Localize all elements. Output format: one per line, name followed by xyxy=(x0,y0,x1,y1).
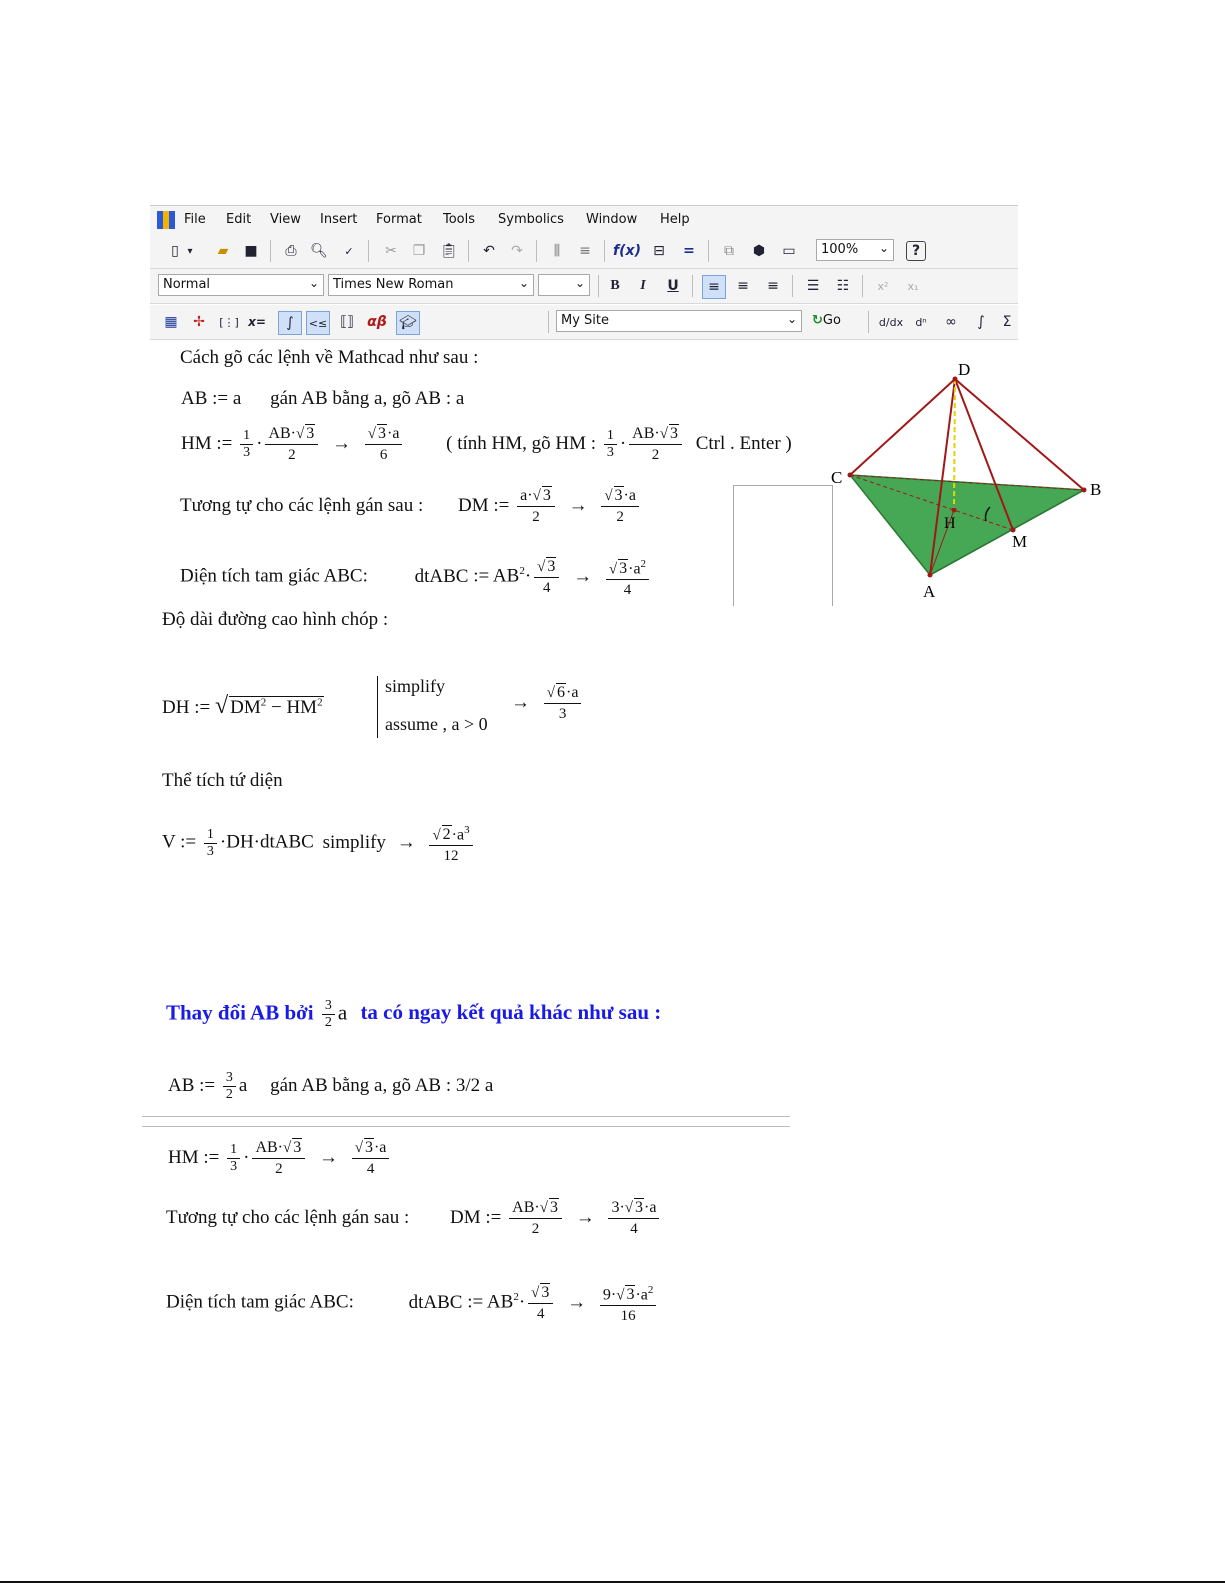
arrow-icon: → xyxy=(573,565,593,587)
similar-label: Tương tự cho các lệnh gán sau : xyxy=(180,494,424,516)
separator xyxy=(270,240,271,262)
separator xyxy=(536,240,537,262)
new-icon[interactable]: ▯ xyxy=(171,243,179,259)
label-d: D xyxy=(958,360,971,379)
fraction-sqrt3-over-4: $\frac{√ 3}{4}$ xyxy=(534,557,559,598)
chevron-down-icon: ⌄ xyxy=(308,276,319,290)
label-b: B xyxy=(1090,480,1102,499)
arrow-icon: → xyxy=(396,831,416,853)
page-divider xyxy=(142,1116,790,1117)
intro-text: Cách gõ các lệnh về Mathcad như sau : xyxy=(180,347,479,368)
dm-var: DM xyxy=(458,494,489,516)
superscript-icon[interactable]: x² xyxy=(877,279,889,293)
height-title: Độ dài đường cao hình chóp : xyxy=(162,609,389,630)
chevron-down-icon: ⌄ xyxy=(878,241,889,255)
zoom-value: 100% xyxy=(821,242,859,257)
similar2-text: Tương tự cho các lệnh gán sau : DM := $\frac{AB\cdot√ 3}{2}$ → $\frac{3\cdot√ 3\cdot a}{4}$ xyxy=(166,1198,662,1239)
fraction-sqrt3-over-4: $\frac{√ 3}{4}$ xyxy=(528,1283,553,1324)
arrow-icon: → xyxy=(568,494,588,516)
change-heading: Thay đổi AB bởi $\frac{3}{2}$ a ta có ngay kết quả khác như sau : xyxy=(166,998,662,1030)
area-var: dtABC xyxy=(414,565,469,587)
new-dropdown-icon[interactable]: ▾ xyxy=(187,245,193,257)
separator xyxy=(868,311,869,333)
align-down-icon[interactable]: ≡ xyxy=(579,243,591,259)
summation-icon[interactable]: Σ xyxy=(1002,314,1012,330)
italic-button[interactable]: I xyxy=(640,278,646,293)
nth-derivative-icon[interactable]: dⁿ xyxy=(915,315,927,329)
label-h: H xyxy=(944,515,956,532)
save-icon[interactable]: ■ xyxy=(244,243,258,259)
help-icon[interactable]: ? xyxy=(906,241,926,261)
numbering-icon[interactable]: ☷ xyxy=(836,278,850,294)
align-right-icon[interactable]: ≡ xyxy=(767,278,779,294)
area-definition: Diện tích tam giác ABC: dtABC := $AB^2\cdot$ $\frac{√ 3}{4}$ → $\frac{√ 3\cdot a^2}{4}$ xyxy=(180,554,652,600)
standard-toolbar xyxy=(150,234,1018,269)
separator xyxy=(548,311,549,333)
fraction-three-halves: $\frac{3}{2}$ xyxy=(322,998,335,1031)
label-m: M xyxy=(1012,532,1028,551)
mathcad-logo-icon xyxy=(157,211,175,229)
v-simplify-keyword: simplify xyxy=(322,831,386,853)
label-c: C xyxy=(831,468,843,487)
hm-var: HM xyxy=(181,432,212,454)
insert-function-icon[interactable]: f(x) xyxy=(613,243,641,259)
site-value: My Site xyxy=(561,313,610,328)
print-preview-icon[interactable]: 🔍︎ xyxy=(310,243,328,259)
edge-db xyxy=(955,379,1084,490)
separator xyxy=(598,275,599,297)
menu-help[interactable]: Help xyxy=(660,212,690,227)
area-result: $\frac{√ 3\cdot a^2}{4}$ xyxy=(606,554,649,600)
hm2-definition: HM := $\frac{1}{3}$ · $\frac{AB\cdot√ 3}{2}$ → $\frac{√ 3\cdot a}{4}$ xyxy=(168,1138,392,1179)
hm-definition: HM := $\frac{1}{3}$ · $\frac{AB\cdot√ 3}{2}$ → $\frac{√ 3\cdot a}{6}$ ( tính HM, gõ HM : $\frac{1}{3}$ · $\frac{AB\cdot√ 3}{2}$ Ctrl . Enter ) xyxy=(181,425,792,463)
menu-view[interactable]: View xyxy=(270,212,301,227)
site-select[interactable] xyxy=(556,310,802,332)
symbolic-icon[interactable]: 🎓︎ xyxy=(396,311,420,335)
calculate-icon[interactable]: = xyxy=(683,243,695,259)
derivative-icon[interactable]: d/dx xyxy=(878,315,904,329)
ab-definition: AB := a gán AB bằng a, gõ AB : a xyxy=(181,388,465,409)
arrow-icon: → xyxy=(318,1146,338,1168)
area2-var: dtABC xyxy=(408,1291,463,1313)
edge-dc xyxy=(850,379,955,475)
fraction-ab-sqrt3-over-2: $\frac{AB\cdot√ 3}{2}$ xyxy=(629,424,682,465)
hm-note-start: ( tính HM, gõ HM : xyxy=(446,432,597,454)
simplify-keyword: simplify xyxy=(385,676,446,696)
menu-insert[interactable]: Insert xyxy=(320,212,358,227)
fraction-ab-sqrt3-over-2: $\frac{AB\cdot√ 3}{2}$ xyxy=(252,1138,305,1179)
fraction-one-third: $\frac{1}{3}$ xyxy=(604,428,617,461)
align-left-icon[interactable]: ≡ xyxy=(702,275,726,299)
calculator-icon[interactable]: ▦ xyxy=(164,314,178,330)
ab2-definition: AB := $\frac{3}{2}$ a gán AB bằng a, gõ AB : 3/2 a xyxy=(168,1070,494,1102)
go-arrow-icon: ↻ xyxy=(812,313,823,328)
graph-icon[interactable]: ✢ xyxy=(193,314,205,330)
separator xyxy=(604,240,605,262)
fraction-one-third: $\frac{1}{3}$ xyxy=(204,827,217,860)
ab-note: gán AB bằng a, gõ AB : a xyxy=(270,388,465,409)
style-select[interactable] xyxy=(158,274,324,296)
go-button[interactable] xyxy=(812,313,841,328)
menu-window[interactable]: Window xyxy=(586,212,638,227)
assume-keyword: assume , a > 0 xyxy=(385,714,488,734)
separator xyxy=(792,275,793,297)
volume-title: Thể tích tứ diện xyxy=(162,770,283,791)
menu-file[interactable]: File xyxy=(184,212,206,227)
v-result: $\frac{√ 2\cdot a^3}{12}$ xyxy=(429,820,472,866)
go-label: Go xyxy=(822,313,841,328)
dh-definition: DH := √ $DM^2 - HM^2$ xyxy=(162,693,323,719)
bullets-icon[interactable]: ☰ xyxy=(806,278,820,294)
evaluation-button[interactable]: x= xyxy=(248,315,266,329)
menu-bar xyxy=(150,205,1018,235)
arrow-icon: → xyxy=(575,1206,595,1228)
page-divider xyxy=(142,1126,790,1127)
zoom-select[interactable] xyxy=(816,239,894,261)
style-value: Normal xyxy=(163,277,211,292)
format-toolbar xyxy=(150,269,1018,304)
area2-result: $\frac{9\cdot√ 3\cdot a^2}{16}$ xyxy=(600,1280,657,1326)
area2-definition: Diện tích tam giác ABC: dtABC := $AB^2\cdot$ $\frac{√ 3}{4}$ → $\frac{9\cdot√ 3\cdot a^2}{16}$ xyxy=(166,1280,659,1326)
menu-edit[interactable]: Edit xyxy=(226,212,252,227)
separator xyxy=(468,240,469,262)
cut-icon[interactable]: ✂ xyxy=(385,243,397,259)
area2-label: Diện tích tam giác ABC: xyxy=(166,1291,354,1313)
insert-unit-icon[interactable]: ⊟ xyxy=(653,243,665,259)
fraction-one-third: $\frac{1}{3}$ xyxy=(240,428,253,461)
subscript-icon[interactable]: x₁ xyxy=(907,279,919,293)
similar-text: Tương tự cho các lệnh gán sau : DM := $\frac{a\cdot√ 3}{2}$ → $\frac{√ 3\cdot a}{2}$ xyxy=(180,486,642,527)
align-across-icon[interactable]: ⫼ xyxy=(553,243,561,259)
ab2-note: gán AB bằng a, gõ AB : 3/2 a xyxy=(270,1074,494,1096)
dm2-result: $\frac{3\cdot√ 3\cdot a}{4}$ xyxy=(608,1198,659,1239)
menu-tools[interactable]: Tools xyxy=(443,212,476,227)
hm-note-end: Ctrl . Enter ) xyxy=(695,432,792,454)
similar2-label: Tương tự cho các lệnh gán sau : xyxy=(166,1206,410,1228)
separator xyxy=(368,240,369,262)
resource-center-icon[interactable]: ⬢ xyxy=(752,243,766,259)
fraction-ab-sqrt3-over-2: $\frac{AB\cdot√ 3}{2}$ xyxy=(509,1198,562,1239)
chevron-down-icon: ⌄ xyxy=(786,312,797,326)
v-var: V xyxy=(162,831,176,853)
symbolic-bar xyxy=(377,676,378,738)
label-a: A xyxy=(923,582,936,601)
font-size-select[interactable] xyxy=(538,274,590,296)
paste-icon[interactable]: 📋︎ xyxy=(440,243,458,259)
open-icon[interactable]: ▰ xyxy=(217,243,229,259)
align-center-icon[interactable]: ≡ xyxy=(737,278,749,294)
math-toolbar xyxy=(150,305,1018,340)
fraction-a-sqrt3-over-2: $\frac{a\cdot√ 3}{2}$ xyxy=(517,486,555,527)
separator xyxy=(692,275,693,297)
ab-var: AB xyxy=(181,388,208,409)
area-label: Diện tích tam giác ABC: xyxy=(180,565,368,587)
programming-icon[interactable]: ⟦⟧ xyxy=(340,314,354,330)
chevron-down-icon: ⌄ xyxy=(518,276,529,290)
arrow-icon: → xyxy=(511,691,530,713)
ab2-var: AB xyxy=(168,1074,195,1096)
integral-icon[interactable]: ∫ xyxy=(977,314,985,330)
font-select[interactable] xyxy=(328,274,534,296)
window-icon[interactable]: ▭ xyxy=(782,243,796,259)
region-frame xyxy=(733,485,833,606)
separator xyxy=(708,240,709,262)
chevron-down-icon: ⌄ xyxy=(574,276,585,290)
change-heading-start: Thay đổi AB bởi xyxy=(166,1000,314,1025)
greek-button[interactable]: αβ xyxy=(367,314,387,330)
dh-var: DH xyxy=(162,697,190,718)
calculus-icon[interactable]: ∫ xyxy=(278,311,302,335)
arrow-icon: → xyxy=(332,432,351,454)
menu-format[interactable]: Format xyxy=(376,212,422,227)
undo-icon[interactable]: ↶ xyxy=(483,243,495,259)
base-triangle xyxy=(850,475,1084,575)
fraction-three-halves: $\frac{3}{2}$ xyxy=(223,1070,236,1103)
arrow-icon: → xyxy=(567,1291,587,1313)
matrix-icon[interactable]: [⋮] xyxy=(219,315,239,329)
fraction-ab-sqrt3-over-2: $\frac{AB\cdot√ 3}{2}$ xyxy=(265,424,318,465)
page-bottom-border xyxy=(0,1581,1225,1583)
underline-button[interactable]: U xyxy=(667,278,679,294)
font-value: Times New Roman xyxy=(333,277,454,292)
ab-value: a xyxy=(232,388,242,409)
dh-result-fraction: $\frac{√ 6\cdot a}{3}$ xyxy=(544,683,582,724)
pyramid-figure xyxy=(820,355,1120,605)
infinity-button[interactable]: ∞ xyxy=(945,314,957,330)
bold-button[interactable]: B xyxy=(610,278,620,293)
v-definition: V := $\frac{1}{3}$ ·DH·dtABC simplify → $\frac{√ 2\cdot a^3}{12}$ xyxy=(162,820,476,866)
dh-result xyxy=(505,683,584,724)
dm2-var: DM xyxy=(450,1206,481,1228)
separator xyxy=(862,275,863,297)
boolean-icon[interactable]: <≤ xyxy=(306,311,330,335)
change-heading-end: ta có ngay kết quả khác như sau : xyxy=(360,1000,662,1025)
spell-check-icon[interactable]: ✓ xyxy=(344,244,354,258)
hm-result: $\frac{√ 3\cdot a}{6}$ xyxy=(365,424,403,465)
insert-component-icon[interactable]: ⧉ xyxy=(724,243,734,259)
print-icon[interactable]: ⎙ xyxy=(285,243,297,259)
dm-result: $\frac{√ 3\cdot a}{2}$ xyxy=(601,486,639,527)
hm2-result: $\frac{√ 3\cdot a}{4}$ xyxy=(352,1138,390,1179)
fraction-one-third: $\frac{1}{3}$ xyxy=(227,1142,240,1175)
redo-icon[interactable]: ↷ xyxy=(511,243,523,259)
copy-icon[interactable]: ❐ xyxy=(412,243,426,259)
menu-symbolics[interactable]: Symbolics xyxy=(498,212,564,227)
